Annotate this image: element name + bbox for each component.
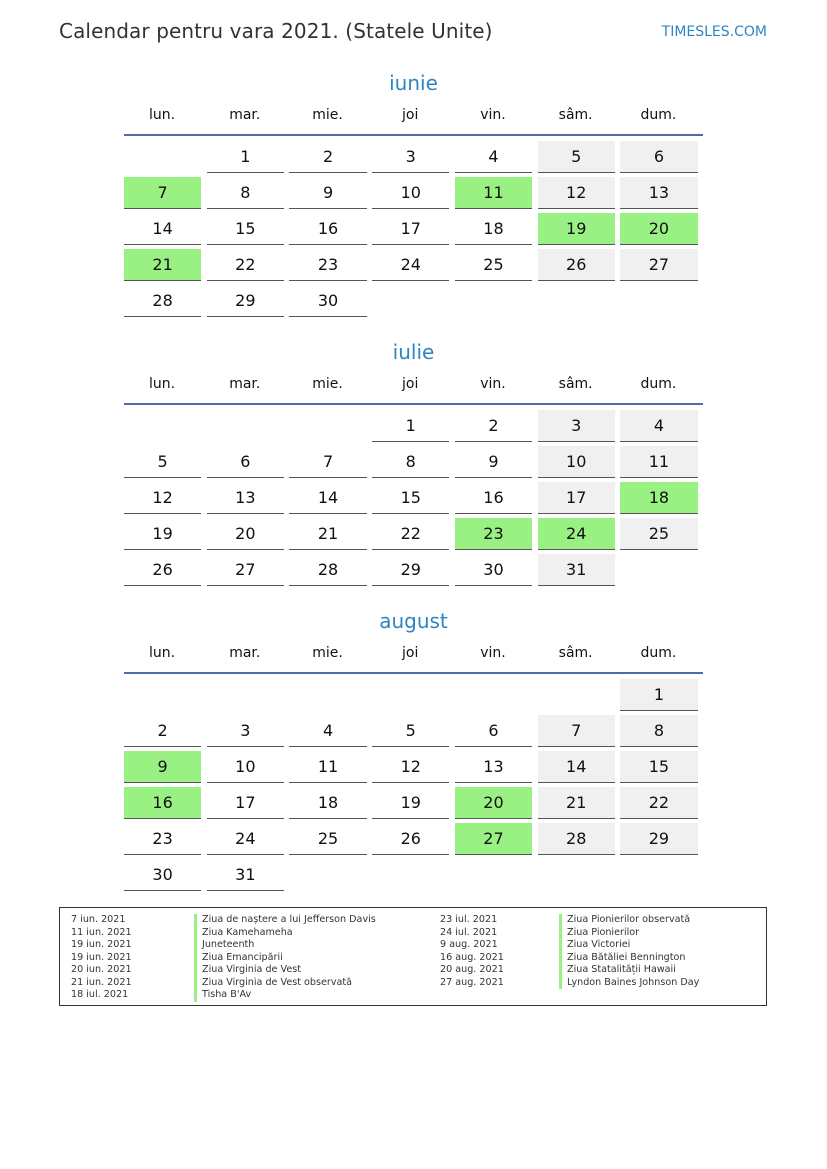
- legend-holiday-name: Juneteenth: [194, 939, 376, 952]
- weekday-label: vin.: [480, 107, 506, 123]
- weekday-label: dum.: [640, 107, 677, 123]
- day-cell: 22: [207, 249, 284, 281]
- day-cell: 29: [207, 285, 284, 317]
- legend-holiday-name: Ziua Emancipării: [194, 952, 376, 965]
- day-cell: 22: [372, 518, 449, 550]
- weekday-header: [124, 104, 703, 134]
- day-cell: 23: [455, 518, 532, 550]
- legend-date: 19 iun. 2021: [71, 951, 132, 963]
- month-name: iunie: [389, 71, 438, 95]
- legend-date: 23 iul. 2021: [440, 914, 498, 925]
- day-cell: 15: [372, 482, 449, 514]
- day-cell: 5: [538, 141, 615, 173]
- day-cell: 3: [538, 410, 615, 442]
- day-cell: 30: [455, 554, 532, 586]
- header-rule: [124, 672, 703, 674]
- legend-names-left: [194, 914, 376, 1002]
- legend-date: 20 iun. 2021: [71, 964, 132, 975]
- empty-cell: [124, 410, 201, 441]
- legend-date: 16 aug. 2021: [440, 951, 504, 963]
- week-row: [124, 554, 703, 590]
- week-row: [124, 751, 703, 787]
- day-cell: 28: [289, 554, 366, 586]
- day-cell: 9: [289, 177, 366, 209]
- day-cell: 20: [207, 518, 284, 550]
- day-cell: 27: [207, 554, 284, 586]
- day-cell: 10: [538, 446, 615, 478]
- day-cell: 9: [455, 446, 532, 478]
- weekday-header: [124, 642, 703, 672]
- day-cell: 17: [372, 213, 449, 245]
- legend-date: 21 iun. 2021: [71, 976, 132, 988]
- day-cell: 11: [289, 751, 366, 783]
- empty-cell: [620, 285, 697, 316]
- day-cell: 4: [455, 141, 532, 173]
- legend-holiday-name: Ziua de naștere a lui Jefferson Davis: [194, 914, 376, 927]
- week-row: [124, 249, 703, 285]
- weekday-label: joi: [402, 376, 419, 392]
- day-cell: 25: [620, 518, 697, 550]
- weekday-label: joi: [402, 107, 419, 123]
- legend-date: 19 iun. 2021: [71, 939, 132, 950]
- day-cell: 27: [455, 823, 532, 855]
- header-rule: [124, 134, 703, 136]
- day-cell: 11: [455, 177, 532, 209]
- day-cell: 13: [207, 482, 284, 514]
- week-row: [124, 410, 703, 446]
- empty-cell: [455, 285, 532, 316]
- week-row: [124, 823, 703, 859]
- legend-holiday-name: Ziua Kamehameha: [194, 927, 376, 940]
- day-cell: 25: [455, 249, 532, 281]
- day-cell: 8: [207, 177, 284, 209]
- empty-cell: [372, 859, 449, 890]
- day-cell: 8: [372, 446, 449, 478]
- day-cell: 7: [538, 715, 615, 747]
- day-cell: 14: [124, 213, 201, 245]
- weekday-label: dum.: [640, 645, 677, 661]
- day-cell: 3: [372, 141, 449, 173]
- brand-link[interactable]: TIMESLES.COM: [661, 24, 767, 40]
- day-cell: 14: [538, 751, 615, 783]
- legend-date: 9 aug. 2021: [440, 939, 498, 950]
- day-cell: 30: [124, 859, 201, 891]
- day-cell: 24: [207, 823, 284, 855]
- week-row: [124, 715, 703, 751]
- week-row: [124, 518, 703, 554]
- week-row: [124, 787, 703, 823]
- weekday-label: vin.: [480, 376, 506, 392]
- day-cell: 30: [289, 285, 366, 317]
- day-cell: 26: [372, 823, 449, 855]
- legend-holiday-name: Ziua Virginia de Vest: [194, 964, 376, 977]
- day-cell: 21: [289, 518, 366, 550]
- day-cell: 2: [455, 410, 532, 442]
- day-cell: 19: [124, 518, 201, 550]
- page-title: Calendar pentru vara 2021. (Statele Unite): [59, 19, 493, 43]
- day-cell: 26: [538, 249, 615, 281]
- weekday-label: mie.: [312, 376, 343, 392]
- legend-date: 27 aug. 2021: [440, 976, 504, 988]
- empty-cell: [124, 679, 201, 710]
- weekday-label: sâm.: [558, 107, 593, 123]
- empty-cell: [372, 679, 449, 710]
- weekday-label: mar.: [229, 376, 261, 392]
- legend-holiday-name: Lyndon Baines Johnson Day: [559, 977, 699, 990]
- week-row: [124, 285, 703, 321]
- day-cell: 11: [620, 446, 697, 478]
- day-cell: 26: [124, 554, 201, 586]
- day-cell: 15: [620, 751, 697, 783]
- day-cell: 18: [455, 213, 532, 245]
- day-cell: 29: [372, 554, 449, 586]
- day-cell: 7: [124, 177, 201, 209]
- empty-cell: [289, 679, 366, 710]
- week-row: [124, 213, 703, 249]
- month-name: august: [379, 609, 448, 633]
- legend-date: 7 iun. 2021: [71, 914, 126, 925]
- empty-cell: [289, 859, 366, 890]
- legend-date: 20 aug. 2021: [440, 964, 504, 975]
- week-row: [124, 141, 703, 177]
- legend-date: 18 iul. 2021: [71, 989, 129, 1000]
- empty-cell: [124, 141, 201, 172]
- weekday-label: mar.: [229, 645, 261, 661]
- weekday-label: mar.: [229, 107, 261, 123]
- legend-holiday-name: Ziua Victoriei: [559, 939, 699, 952]
- day-cell: 4: [289, 715, 366, 747]
- month-iulie: [124, 339, 703, 590]
- legend-date: 11 iun. 2021: [71, 926, 132, 938]
- day-cell: 18: [289, 787, 366, 819]
- day-cell: 1: [372, 410, 449, 442]
- weekday-label: lun.: [149, 376, 176, 392]
- empty-cell: [455, 679, 532, 710]
- day-cell: 21: [538, 787, 615, 819]
- day-cell: 16: [289, 213, 366, 245]
- day-cell: 18: [620, 482, 697, 514]
- day-cell: 29: [620, 823, 697, 855]
- weekday-label: joi: [402, 645, 419, 661]
- empty-cell: [207, 410, 284, 441]
- legend-holiday-name: Tisha B'Av: [194, 989, 376, 1002]
- empty-cell: [207, 679, 284, 710]
- weekday-label: mie.: [312, 107, 343, 123]
- day-cell: 1: [620, 679, 697, 711]
- empty-cell: [538, 679, 615, 710]
- day-cell: 17: [538, 482, 615, 514]
- empty-cell: [289, 410, 366, 441]
- empty-cell: [372, 285, 449, 316]
- month-august: [124, 608, 703, 895]
- day-cell: 28: [538, 823, 615, 855]
- legend-dates-right: [440, 914, 504, 989]
- legend-holiday-name: Ziua Virginia de Vest observată: [194, 977, 376, 990]
- day-cell: 6: [455, 715, 532, 747]
- empty-cell: [620, 554, 697, 585]
- day-cell: 28: [124, 285, 201, 317]
- legend-holiday-name: Ziua Pionierilor observată: [559, 914, 699, 927]
- legend-dates-left: [71, 914, 132, 1002]
- day-cell: 13: [455, 751, 532, 783]
- day-cell: 7: [289, 446, 366, 478]
- day-cell: 10: [372, 177, 449, 209]
- empty-cell: [455, 859, 532, 890]
- weekday-header: [124, 373, 703, 403]
- empty-cell: [538, 285, 615, 316]
- day-cell: 16: [124, 787, 201, 819]
- day-cell: 23: [289, 249, 366, 281]
- day-cell: 15: [207, 213, 284, 245]
- day-cell: 16: [455, 482, 532, 514]
- legend-holiday-name: Ziua Statalității Hawaii: [559, 964, 699, 977]
- weekday-label: dum.: [640, 376, 677, 392]
- day-cell: 1: [207, 141, 284, 173]
- day-cell: 25: [289, 823, 366, 855]
- day-cell: 19: [372, 787, 449, 819]
- legend-names-right: [559, 914, 699, 989]
- month-iunie: [124, 70, 703, 321]
- day-cell: 31: [538, 554, 615, 586]
- day-cell: 19: [538, 213, 615, 245]
- day-cell: 24: [372, 249, 449, 281]
- week-row: [124, 177, 703, 213]
- week-row: [124, 446, 703, 482]
- weekday-label: mie.: [312, 645, 343, 661]
- day-cell: 8: [620, 715, 697, 747]
- holiday-legend: [59, 907, 767, 1006]
- day-cell: 2: [289, 141, 366, 173]
- day-cell: 9: [124, 751, 201, 783]
- legend-holiday-name: Ziua Pionierilor: [559, 927, 699, 940]
- empty-cell: [538, 859, 615, 890]
- week-row: [124, 679, 703, 715]
- day-cell: 21: [124, 249, 201, 281]
- legend-date: 24 iul. 2021: [440, 926, 498, 938]
- day-cell: 24: [538, 518, 615, 550]
- day-cell: 13: [620, 177, 697, 209]
- day-cell: 12: [124, 482, 201, 514]
- day-cell: 10: [207, 751, 284, 783]
- day-cell: 20: [620, 213, 697, 245]
- week-row: [124, 859, 703, 895]
- day-cell: 6: [620, 141, 697, 173]
- legend-holiday-name: Ziua Bătăliei Bennington: [559, 952, 699, 965]
- day-cell: 20: [455, 787, 532, 819]
- day-cell: 17: [207, 787, 284, 819]
- day-cell: 14: [289, 482, 366, 514]
- day-cell: 12: [538, 177, 615, 209]
- week-row: [124, 482, 703, 518]
- weekday-label: sâm.: [558, 645, 593, 661]
- day-cell: 23: [124, 823, 201, 855]
- day-cell: 5: [124, 446, 201, 478]
- day-cell: 27: [620, 249, 697, 281]
- day-cell: 2: [124, 715, 201, 747]
- weekday-label: vin.: [480, 645, 506, 661]
- day-cell: 4: [620, 410, 697, 442]
- day-cell: 5: [372, 715, 449, 747]
- day-cell: 3: [207, 715, 284, 747]
- header-rule: [124, 403, 703, 405]
- empty-cell: [620, 859, 697, 890]
- weekday-label: sâm.: [558, 376, 593, 392]
- day-cell: 12: [372, 751, 449, 783]
- day-cell: 31: [207, 859, 284, 891]
- weekday-label: lun.: [149, 645, 176, 661]
- weekday-label: lun.: [149, 107, 176, 123]
- day-cell: 6: [207, 446, 284, 478]
- month-name: iulie: [392, 340, 435, 364]
- day-cell: 22: [620, 787, 697, 819]
